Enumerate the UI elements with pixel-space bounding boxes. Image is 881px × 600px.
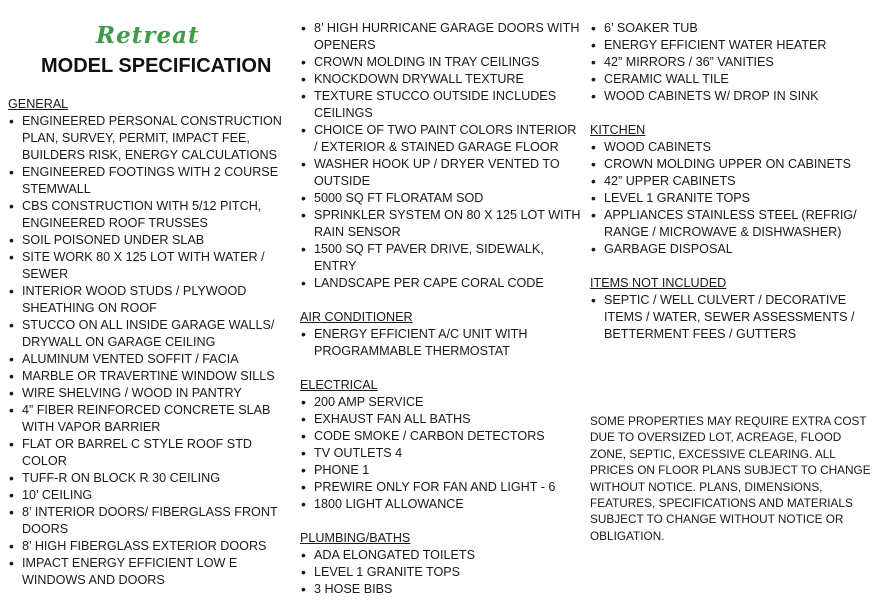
list-item: • CBS CONSTRUCTION WITH 5/12 PITCH, ENGINEERED ROOF TRUSSES [8,198,298,232]
list-item: • 200 AMP SERVICE [300,394,582,411]
list-item: • KNOCKDOWN DRYWALL TEXTURE [300,71,582,88]
list-item: • ENGINEERED PERSONAL CONSTRUCTION PLAN, SURVEY, PERMIT, IMPACT FEE, BUILDERS RISK, ENERGY CALCULATIONS [8,113,298,164]
list-item: • 8’ HIGH FIBERGLASS EXTERIOR DOORS [8,538,298,555]
section-kitchen [590,122,878,258]
list-item: • SITE WORK 80 X 125 LOT WITH WATER / SEWER [8,249,298,283]
section-heading-general: GENERAL [8,97,69,111]
section-air-conditioner [300,309,582,360]
list-item: • TEXTURE STUCCO OUTSIDE INCLUDES CEILINGS [300,88,582,122]
list-item: • WIRE SHELVING / WOOD IN PANTRY [8,385,298,402]
list-item: • SOIL POISONED UNDER SLAB [8,232,298,249]
list-item: • STUCCO ON ALL INSIDE GARAGE WALLS/ DRYWALL ON GARAGE CEILING [8,317,298,351]
list-item: • 3 HOSE BIBS [300,581,582,598]
column-middle [300,20,582,598]
column-left [8,0,298,589]
list-item: • PREWIRE ONLY FOR FAN AND LIGHT - 6 [300,479,582,496]
list-item: • ALUMINUM VENTED SOFFIT / FACIA [8,351,298,368]
list-item: • PHONE 1 [300,462,582,479]
list-item: • CHOICE OF TWO PAINT COLORS INTERIOR / EXTERIOR & STAINED GARAGE FLOOR [300,122,582,156]
list-item: • FLAT OR BARREL C STYLE ROOF STD COLOR [8,436,298,470]
disclaimer-text: SOME PROPERTIES MAY REQUIRE EXTRA COST DUE TO OVERSIZED LOT, ACREAGE, FLOOD ZONE, SEPTIC, EXCESSIVE CLEARING. ALL PRICES ON FLOOR PLANS SUBJECT TO CHANGE WITHOUT NOTICE. PLANS, DIMENSIONS, FEATURES, SPECIFICATIONS AND MATERIALS SUBJECT TO CHANGE WITHOUT NOTICE OR OBLIGATION. [590,414,871,543]
list-item: • WOOD CABINETS W/ DROP IN SINK [590,88,878,105]
air-list [300,326,582,360]
general-list [8,113,298,589]
list-item: • 1500 SQ FT PAVER DRIVE, SIDEWALK, ENTRY [300,241,582,275]
list-item: • 42” MIRRORS / 36” VANITIES [590,54,878,71]
kitchen-list [590,139,878,258]
page-title: MODEL SPECIFICATION [41,55,272,77]
section-heading-electrical: ELECTRICAL [300,378,378,392]
plumbing-list [300,547,582,598]
list-item: • CROWN MOLDING IN TRAY CEILINGS [300,54,582,71]
list-item: • ENERGY EFFICIENT WATER HEATER [590,37,878,54]
list-item: • SEPTIC / WELL CULVERT / DECORATIVE ITEMS / WATER, SEWER ASSESSMENTS / BETTERMENT FEES / GUTTERS [590,292,878,343]
electrical-list [300,394,582,513]
list-item: • WOOD CABINETS [590,139,878,156]
list-item: • GARBAGE DISPOSAL [590,241,878,258]
section-heading-plumbing: PLUMBING/BATHS [300,531,411,545]
section-general [8,96,298,589]
section-items-not-included [590,275,878,343]
section-heading-kitchen: KITCHEN [590,123,646,137]
list-item: • 10’ CEILING [8,487,298,504]
not-included-list [590,292,878,343]
list-item: • CROWN MOLDING UPPER ON CABINETS [590,156,878,173]
column-right [590,20,878,544]
section-heading-air-conditioner: AIR CONDITIONER [300,310,413,324]
plumbing-continued-list [590,20,878,105]
section-plumbing [300,530,582,598]
list-item: • TUFF-R ON BLOCK R 30 CEILING [8,470,298,487]
list-item: • 1800 LIGHT ALLOWANCE [300,496,582,513]
list-item: • INTERIOR WOOD STUDS / PLYWOOD SHEATHING ON ROOF [8,283,298,317]
list-item: • 6’ SOAKER TUB [590,20,878,37]
list-item: • LEVEL 1 GRANITE TOPS [300,564,582,581]
list-item: • 8’ HIGH HURRICANE GARAGE DOORS WITH OPENERS [300,20,582,54]
list-item: • LEVEL 1 GRANITE TOPS [590,190,878,207]
list-item: • CERAMIC WALL TILE [590,71,878,88]
section-heading-items-not-included: ITEMS NOT INCLUDED [590,276,727,290]
list-item: • TV OUTLETS 4 [300,445,582,462]
list-item: • MARBLE OR TRAVERTINE WINDOW SILLS [8,368,298,385]
section-plumbing-continued [590,20,878,105]
list-item: • LANDSCAPE PER CAPE CORAL CODE [300,275,582,292]
list-item: • IMPACT ENERGY EFFICIENT LOW E WINDOWS AND DOORS [8,555,298,589]
list-item: • 4” FIBER REINFORCED CONCRETE SLAB WITH VAPOR BARRIER [8,402,298,436]
list-item: • ADA ELONGATED TOILETS [300,547,582,564]
list-item: • ENERGY EFFICIENT A/C UNIT WITH PROGRAMMABLE THERMOSTAT [300,326,582,360]
list-item: • CODE SMOKE / CARBON DETECTORS [300,428,582,445]
list-item: • 42” UPPER CABINETS [590,173,878,190]
general-continued-list [300,20,582,292]
list-item: • SPRINKLER SYSTEM ON 80 X 125 LOT WITH RAIN SENSOR [300,207,582,241]
list-item: • 5000 SQ FT FLORATAM SOD [300,190,582,207]
list-item: • EXHAUST FAN ALL BATHS [300,411,582,428]
list-item: • APPLIANCES STAINLESS STEEL (REFRIG/ RANGE / MICROWAVE & DISHWASHER) [590,207,878,241]
list-item: • ENGINEERED FOOTINGS WITH 2 COURSE STEMWALL [8,164,298,198]
section-general-continued [300,20,582,292]
list-item: • 8’ INTERIOR DOORS/ FIBERGLASS FRONT DOORS [8,504,298,538]
brand-logo-text: Retreat [96,22,200,49]
list-item: • WASHER HOOK UP / DRYER VENTED TO OUTSIDE [300,156,582,190]
section-electrical [300,377,582,513]
